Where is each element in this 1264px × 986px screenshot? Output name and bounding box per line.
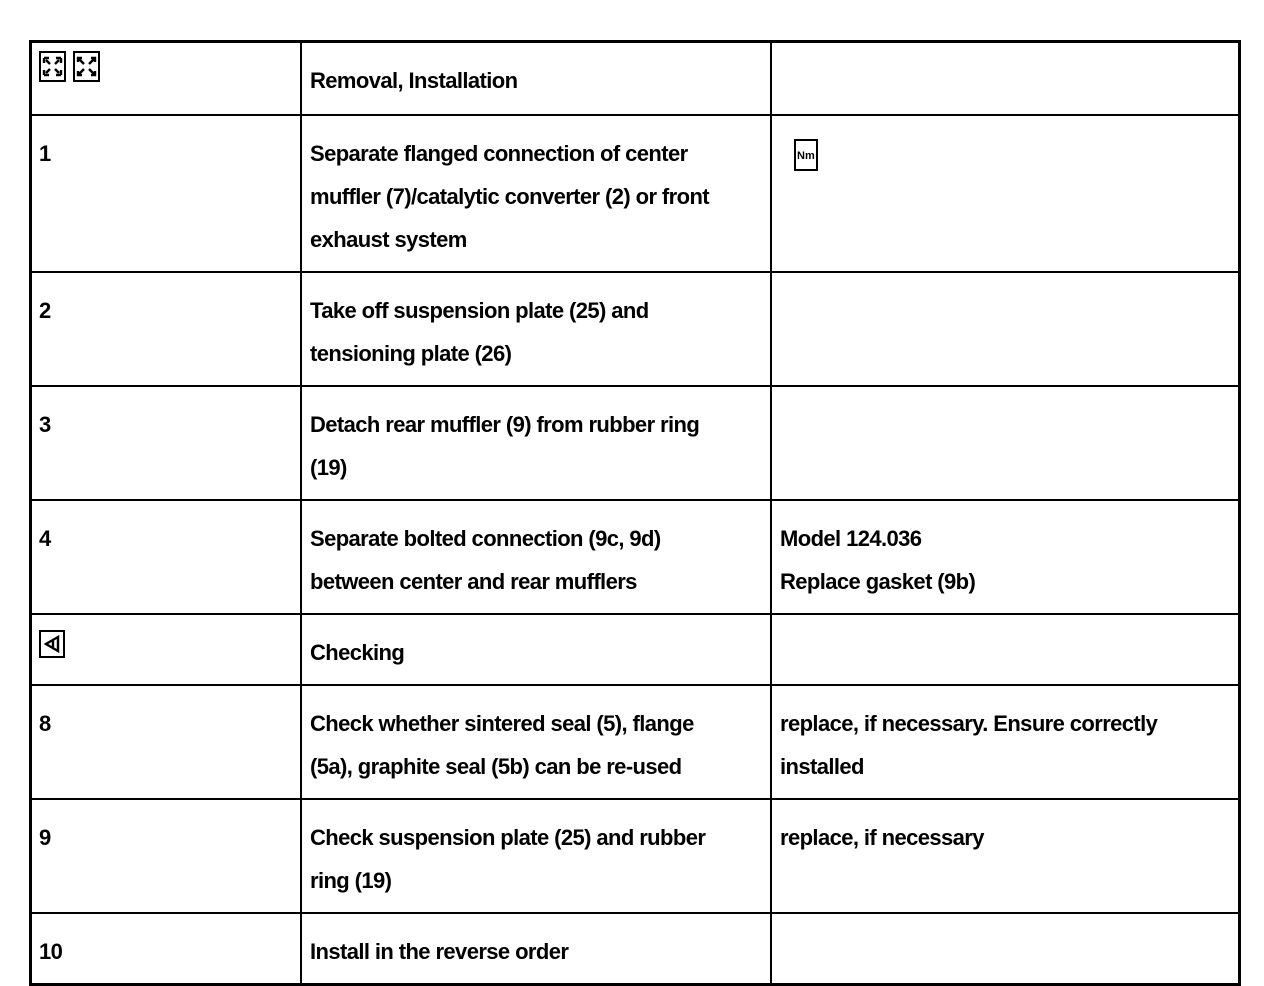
step-text-line: Check whether sintered seal (5), flange [310, 711, 694, 736]
step-note [772, 686, 1238, 798]
section-note [772, 43, 1238, 69]
step-note-line: Model 124.036 [780, 526, 922, 551]
step-text-line: muffler (7)/catalytic converter (2) or front [310, 184, 710, 209]
step-text-line: (19) [310, 455, 347, 480]
step-note [772, 387, 1238, 413]
table-row [32, 913, 1238, 983]
removal-icon [39, 51, 66, 82]
step-note-line: replace, if necessary. Ensure correctly [780, 711, 1158, 736]
step-text-line: Install in the reverse order [310, 939, 569, 964]
step-text-line: Detach rear muffler (9) from rubber ring [310, 412, 700, 437]
section-note [772, 615, 1238, 641]
step-description [302, 800, 770, 912]
step-text-line: Separate flanged connection of center [310, 141, 688, 166]
step-number: 4 [39, 526, 51, 551]
step-text-line: Separate bolted connection (9c, 9d) [310, 526, 661, 551]
section-header-checking [32, 614, 1238, 685]
step-note [772, 914, 1238, 940]
step-number: 10 [39, 939, 63, 964]
procedure-table [32, 43, 1238, 983]
step-description [302, 686, 770, 798]
table-row [32, 386, 1238, 500]
step-text-line: tensioning plate (26) [310, 341, 512, 366]
step-description [302, 116, 770, 271]
step-description [302, 387, 770, 499]
step-text-line: (5a), graphite seal (5b) can be re-used [310, 754, 682, 779]
table-row [32, 685, 1238, 799]
installation-icon [73, 51, 100, 82]
step-text-line: Check suspension plate (25) and rubber [310, 825, 706, 850]
step-note [772, 273, 1238, 299]
step-number: 9 [39, 825, 51, 850]
step-description [302, 501, 770, 613]
step-text-line: exhaust system [310, 227, 467, 252]
step-note [772, 800, 1238, 869]
step-description [302, 273, 770, 385]
checking-arrow-icon [39, 630, 65, 658]
table-row [32, 799, 1238, 913]
procedure-sheet [29, 40, 1241, 986]
table-row [32, 115, 1238, 272]
step-number: 8 [39, 711, 51, 736]
step-number: 3 [39, 412, 51, 437]
section-title: Checking [310, 640, 405, 665]
torque-nm-badge: Nm [794, 139, 818, 171]
table-row [32, 500, 1238, 614]
table-row [32, 272, 1238, 386]
step-text-line: between center and rear mufflers [310, 569, 637, 594]
section-header-removal-installation [32, 43, 1238, 115]
step-number: 2 [39, 298, 51, 323]
step-note-line: Replace gasket (9b) [780, 569, 976, 594]
step-text-line: ring (19) [310, 868, 392, 893]
step-note-line: replace, if necessary [780, 825, 984, 850]
step-note [772, 501, 1238, 613]
step-text-line: Take off suspension plate (25) and [310, 298, 649, 323]
section-title: Removal, Installation [310, 68, 518, 93]
step-description [302, 914, 770, 983]
step-note-line: installed [780, 754, 864, 779]
step-number: 1 [39, 141, 51, 166]
